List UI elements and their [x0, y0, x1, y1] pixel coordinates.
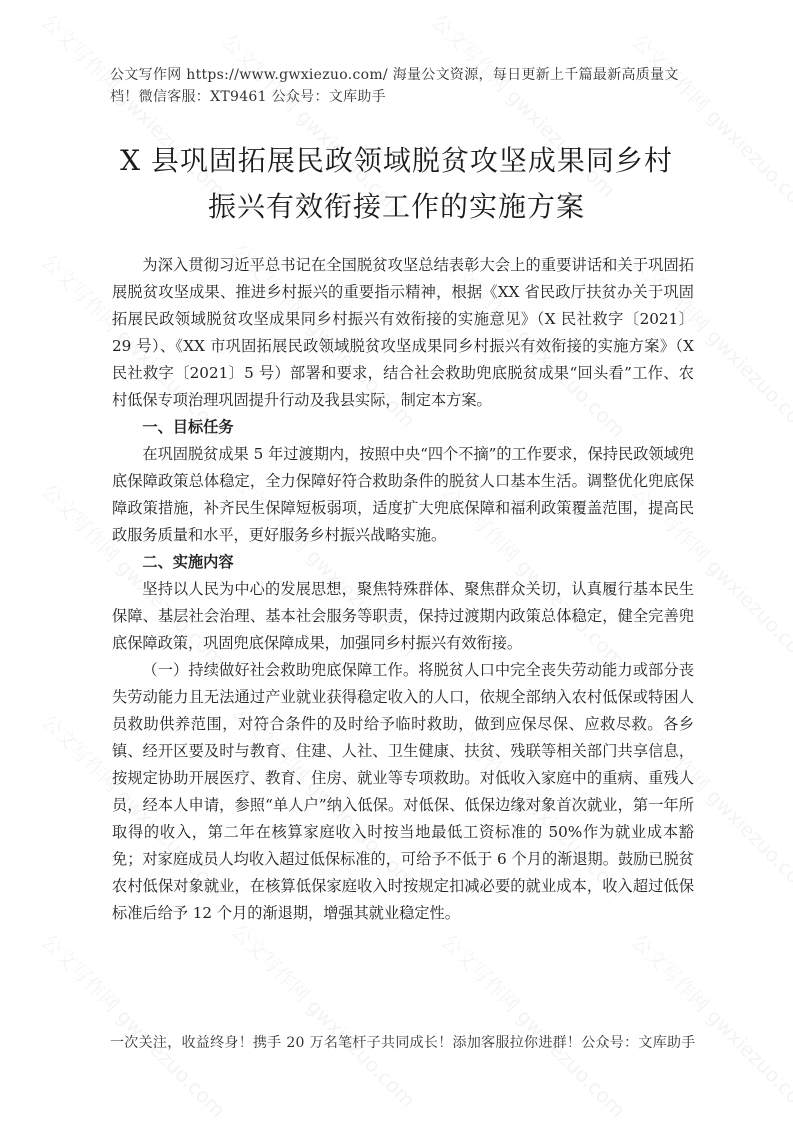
document-body [112, 252, 694, 927]
goals-paragraph: 在巩固脱贫成果 5 年过渡期内，按照中央“四个不摘”的工作要求，保持民政领域兜底保障政策总体稳定，全力保障好符合救助条件的脱贫人口基本生活。调整优化兜底保障政策措施，补齐民生保障短板弱项，适度扩大兜底保障和福利政策覆盖范围，提高民政服务质量和水平，更好服务乡村振兴战略实施。 [112, 445, 694, 544]
watermark-text [36, 926, 233, 1122]
footer-promo-note: 一次关注，收益终身！携手 20 万名笔杆子共同成长！添加客服拉你进群！公众号：文库助手 [110, 1035, 696, 1051]
watermark-text [436, 926, 633, 1122]
section-heading-goals: 一、目标任务 [142, 418, 234, 436]
watermark-text [226, 916, 423, 1113]
subsection-paragraph-social-assistance: （一）持续做好社会救助兜底保障工作。将脱贫人口中完全丧失劳动能力或部分丧失劳动能力且无法通过产业就业获得稳定收入的人口，依规全部纳入农村低保或特困人员救助供养范围，对符合条件的及时给予临时救助，做到应保尽保、应救尽救。各乡镇、经开区要及时与教育、住建、人社、卫生健康、扶贫、残联等相关部门共享信息，按规定协助开展医疗、教育、住房、就业等专项救助。对低收入家庭中的重病、重残人员，经本人申请，参照“单人户”纳入低保。对低保、低保边缘对象首次就业，第一年所取得的收入，第二年在核算家庭收入时按当地最低工资标准的 50%作为就业成本豁免；对家庭成员人均收入超过低保标准的，可给予不低于 6 个月的渐退期。鼓励已脱贫农村低保对象就业，在核算低保家庭收入时按规定扣减必要的就业成本，收入超过低保标准后给予 12 个月的渐退期，增强其就业稳定性。 [112, 661, 694, 922]
header-promo-note: 公文写作网 https://www.gwxiezuo.com/ 海量公文资源，每日更新上千篇最新高质量文档！微信客服：XT9461 公众号：文库助手 [110, 67, 679, 105]
document-title [90, 138, 703, 230]
document-title-line-2: 振兴有效衔接工作的实施方案 [207, 190, 585, 223]
content-paragraph: 坚持以人民为中心的发展思想，聚焦特殊群体、聚焦群众关切，认真履行基本民生保障、基层社会治理、基本社会服务等职责，保持过渡期内政策总体稳定，健全完善兜底保障政策，巩固兜底保障成果，加强同乡村振兴有效衔接。 [112, 580, 694, 652]
document-title-line-1: X 县巩固拓展民政领域脱贫攻坚成果同乡村 [120, 144, 673, 177]
watermark-text [626, 926, 793, 1122]
section-heading-content: 二、实施内容 [142, 553, 234, 571]
intro-paragraph: 为深入贯彻习近平总书记在全国脱贫攻坚总结表彰大会上的重要讲话和关于巩固拓展脱贫攻坚成果、推进乡村振兴的重要指示精神，根据《XX 省民政厅扶贫办关于巩固拓展民政领域脱贫攻坚成果同乡村振兴有效衔接的实施意见》（X 民社救字〔2021〕29 号）、《XX 市巩固拓展民政领域脱贫攻坚成果同乡村振兴有效衔接的实施方案》（X 民社救字〔2021〕5 号）部署和要求，结合社会救助兜底脱贫成果“回头看”工作、农村低保专项治理巩固提升行动及我县实际，制定本方案。 [112, 256, 694, 409]
